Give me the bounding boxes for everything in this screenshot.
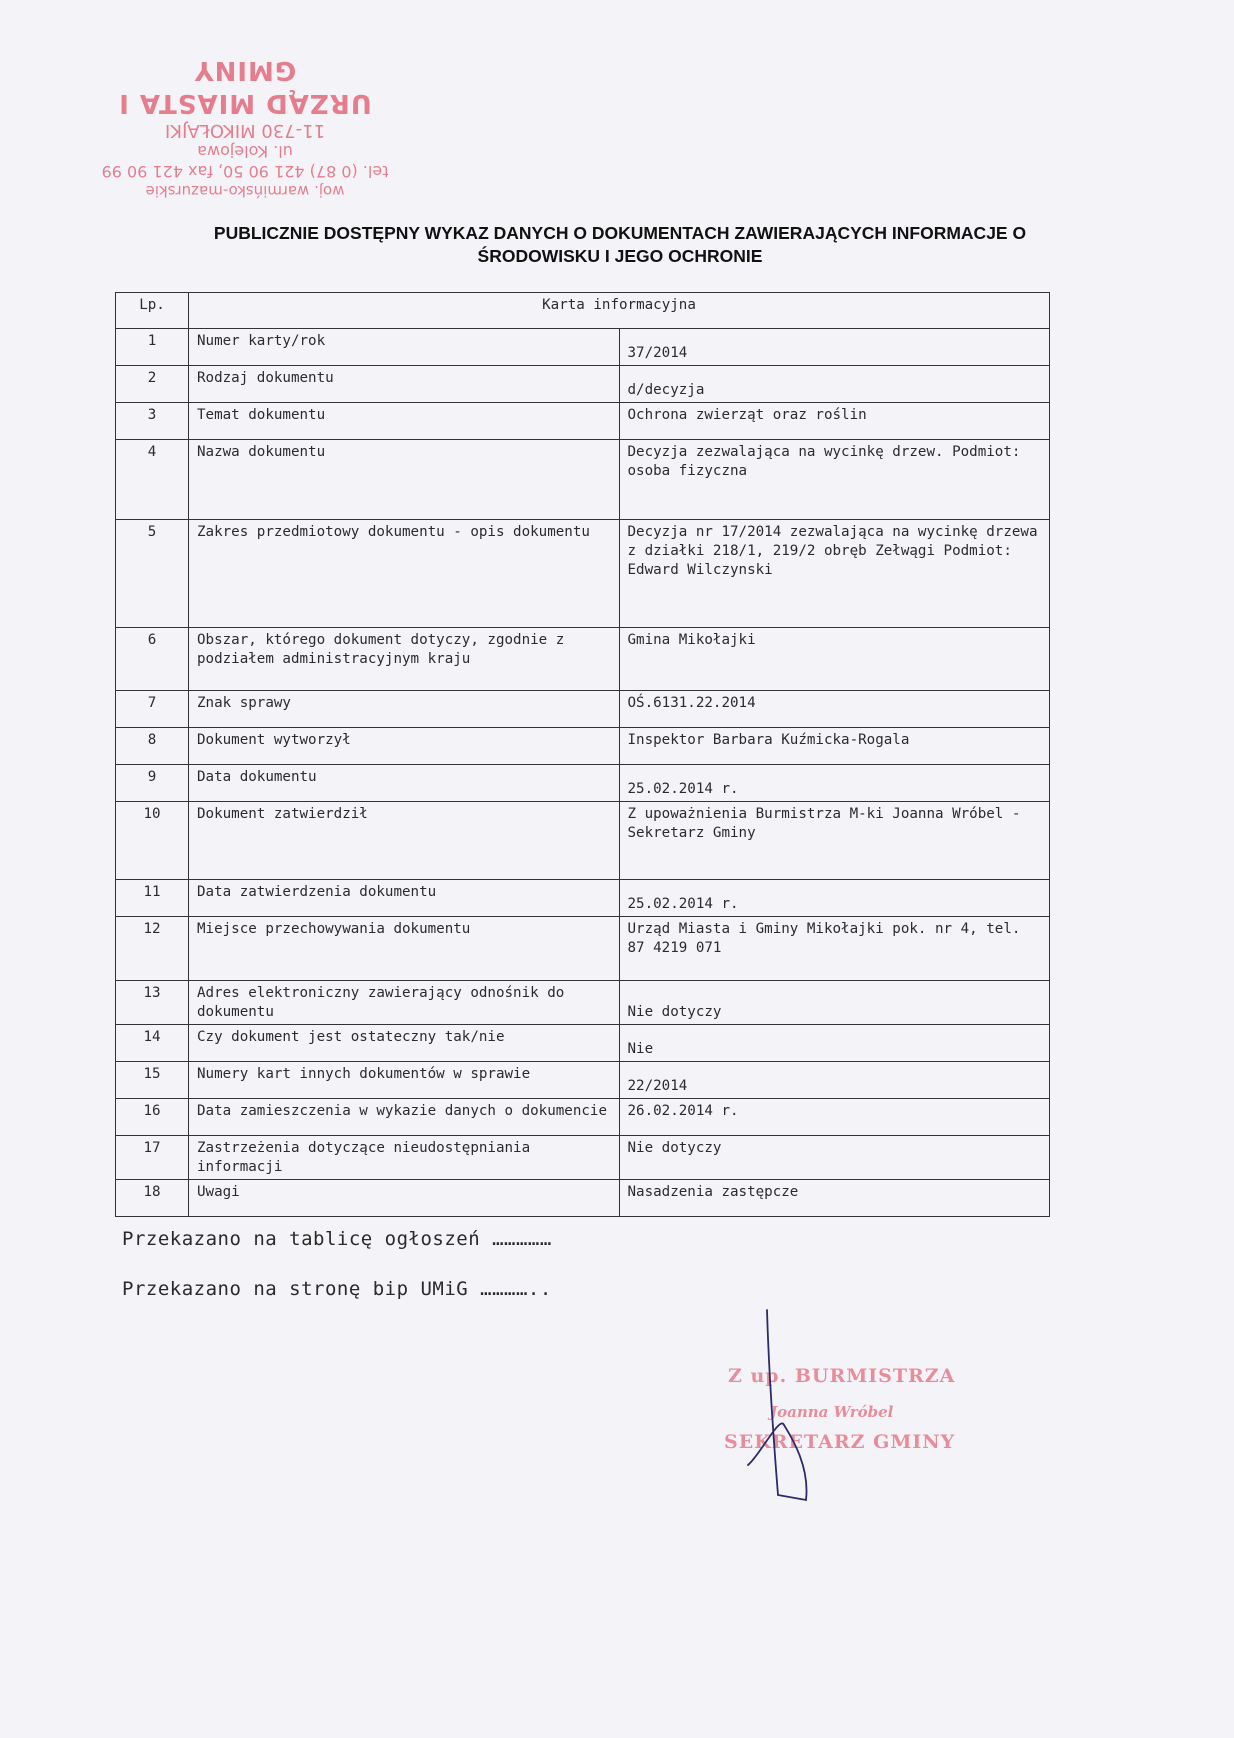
table-row	[116, 981, 1050, 1025]
row-label: Dokument zatwierdził	[189, 802, 620, 880]
info-card-table	[115, 292, 1050, 1217]
row-label: Dokument wytworzył	[189, 728, 620, 765]
row-number: 12	[116, 917, 189, 981]
row-value: Gmina Mikołajki	[619, 628, 1050, 691]
row-label: Numer karty/rok	[189, 329, 620, 366]
row-number: 4	[116, 440, 189, 520]
row-value: 26.02.2014 r.	[619, 1099, 1050, 1136]
row-label: Czy dokument jest ostateczny tak/nie	[189, 1025, 620, 1062]
stamp-line-5: woj. warmińsko-mazurskie	[145, 182, 345, 200]
row-value: Ochrona zwierząt oraz roślin	[619, 403, 1050, 440]
title-line-2: ŚRODOWISKU I JEGO OCHRONIE	[477, 246, 763, 266]
row-label: Uwagi	[189, 1180, 620, 1217]
row-number: 15	[116, 1062, 189, 1099]
table-row	[116, 802, 1050, 880]
signature-stamp-line-3: SEKRETARZ GMINY	[724, 1431, 956, 1453]
row-number: 3	[116, 403, 189, 440]
title-line-1: PUBLICZNIE DOSTĘPNY WYKAZ DANYCH O DOKUMENTACH ZAWIERAJĄCYCH INFORMACJE O	[213, 223, 1027, 243]
row-label: Data dokumentu	[189, 765, 620, 802]
stamp-line-4: tel. (0 87) 421 90 50, fax 421 90 99	[101, 162, 389, 182]
table-row	[116, 880, 1050, 917]
row-value: Decyzja zezwalająca na wycinkę drzew. Podmiot: osoba fizyczna	[619, 440, 1050, 520]
stamp-line-1: URZĄD MIASTA I GMINY	[118, 55, 372, 118]
row-number: 18	[116, 1180, 189, 1217]
row-label: Nazwa dokumentu	[189, 440, 620, 520]
row-label: Data zamieszczenia w wykazie danych o dokumencie	[189, 1099, 620, 1136]
table-row	[116, 917, 1050, 981]
row-number: 2	[116, 366, 189, 403]
table-row	[116, 1025, 1050, 1062]
table-header-row	[116, 293, 1050, 329]
row-value: 22/2014	[619, 1062, 1050, 1099]
row-value: Decyzja nr 17/2014 zezwalająca na wycinkę drzewa z działki 218/1, 219/2 obręb Zełwągi Podmiot: Edward Wilczynski	[619, 520, 1050, 628]
handwritten-signature	[740, 1305, 830, 1505]
row-number: 6	[116, 628, 189, 691]
office-stamp	[80, 50, 410, 200]
row-value: 25.02.2014 r.	[619, 765, 1050, 802]
row-value: Nie	[619, 1025, 1050, 1062]
row-number: 11	[116, 880, 189, 917]
row-number: 9	[116, 765, 189, 802]
stamp-line-3: ul. Kolejowa	[197, 142, 293, 162]
signature-stamp-line-1: Z up. BURMISTRZA	[728, 1365, 956, 1387]
table-row	[116, 765, 1050, 802]
table-row	[116, 1136, 1050, 1180]
footer-line-2: Przekazano na stronę bip UMiG …………..	[122, 1278, 552, 1300]
row-number: 17	[116, 1136, 189, 1180]
row-value: Urząd Miasta i Gminy Mikołajki pok. nr 4, tel. 87 4219 071	[619, 917, 1050, 981]
table-row	[116, 1099, 1050, 1136]
row-value: d/decyzja	[619, 366, 1050, 403]
row-value: 25.02.2014 r.	[619, 880, 1050, 917]
document-title	[120, 222, 1120, 268]
row-label: Miejsce przechowywania dokumentu	[189, 917, 620, 981]
row-label: Numery kart innych dokumentów w sprawie	[189, 1062, 620, 1099]
row-number: 13	[116, 981, 189, 1025]
signature-stamp-line-2: Joanna Wróbel	[770, 1403, 894, 1421]
table-row	[116, 1062, 1050, 1099]
row-label: Adres elektroniczny zawierający odnośnik do dokumentu	[189, 981, 620, 1025]
table-row	[116, 520, 1050, 628]
table-row	[116, 728, 1050, 765]
header-title: Karta informacyjna	[189, 293, 1050, 329]
row-label: Data zatwierdzenia dokumentu	[189, 880, 620, 917]
row-value: Nie dotyczy	[619, 1136, 1050, 1180]
row-value: Nasadzenia zastępcze	[619, 1180, 1050, 1217]
row-number: 7	[116, 691, 189, 728]
row-number: 14	[116, 1025, 189, 1062]
row-value: Nie dotyczy	[619, 981, 1050, 1025]
row-value: Z upoważnienia Burmistrza M-ki Joanna Wróbel - Sekretarz Gminy	[619, 802, 1050, 880]
row-label: Obszar, którego dokument dotyczy, zgodnie z podziałem administracyjnym kraju	[189, 628, 620, 691]
table-row	[116, 440, 1050, 520]
row-number: 5	[116, 520, 189, 628]
table-row	[116, 329, 1050, 366]
table-row	[116, 1180, 1050, 1217]
table-row	[116, 691, 1050, 728]
row-value: Inspektor Barbara Kuźmicka-Rogala	[619, 728, 1050, 765]
row-value: 37/2014	[619, 329, 1050, 366]
row-number: 10	[116, 802, 189, 880]
row-number: 1	[116, 329, 189, 366]
table-row	[116, 403, 1050, 440]
header-nr: Lp.	[116, 293, 189, 329]
row-label: Temat dokumentu	[189, 403, 620, 440]
footer-line-1: Przekazano na tablicę ogłoszeń ……………	[122, 1228, 552, 1250]
table-row	[116, 366, 1050, 403]
row-label: Znak sprawy	[189, 691, 620, 728]
row-label: Rodzaj dokumentu	[189, 366, 620, 403]
row-label: Zakres przedmiotowy dokumentu - opis dokumentu	[189, 520, 620, 628]
row-number: 8	[116, 728, 189, 765]
row-value: OŚ.6131.22.2014	[619, 691, 1050, 728]
row-number: 16	[116, 1099, 189, 1136]
row-label: Zastrzeżenia dotyczące nieudostępniania informacji	[189, 1136, 620, 1180]
table-row	[116, 628, 1050, 691]
stamp-line-2: 11-730 MIKOŁAJKI	[164, 120, 326, 142]
